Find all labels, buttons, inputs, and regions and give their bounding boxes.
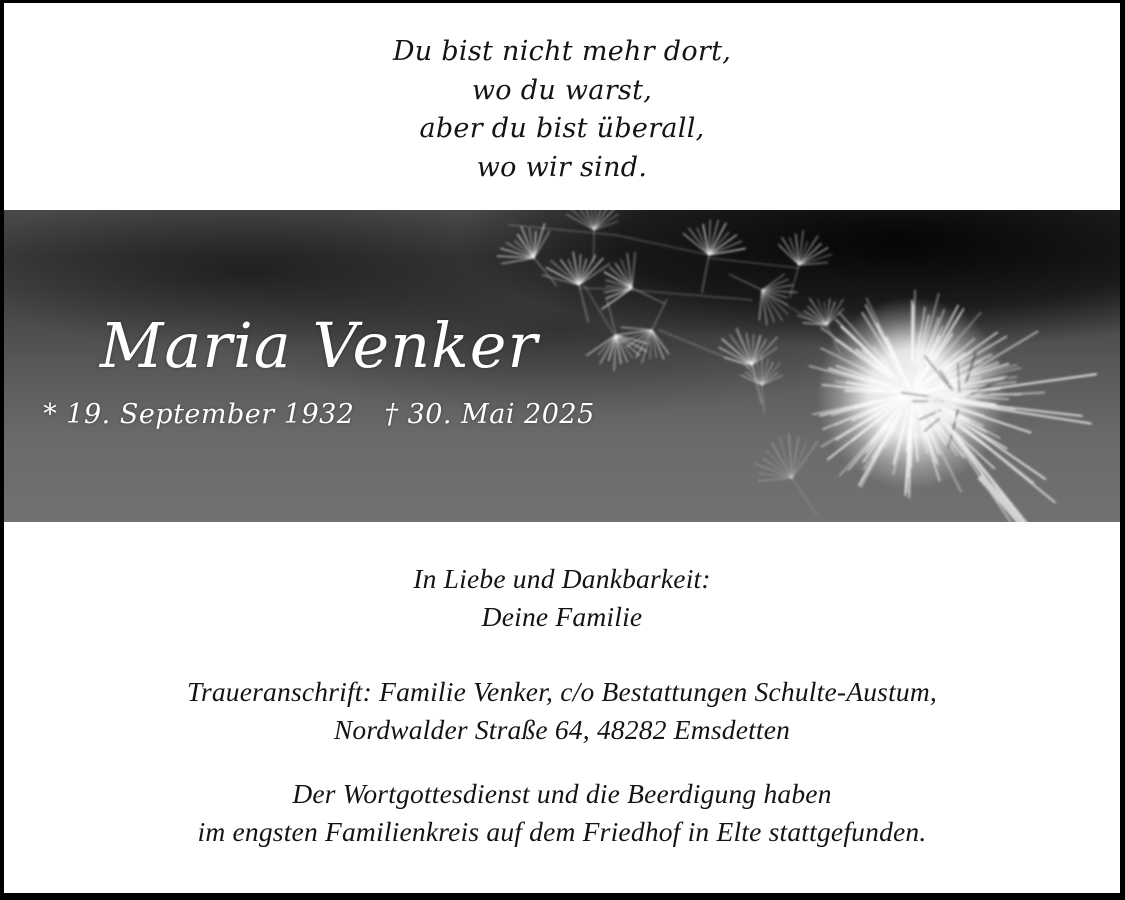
- address-line: Nordwalder Straße 64, 48282 Emsdetten: [333, 714, 791, 745]
- mourning-address: [4, 673, 1120, 749]
- address-line: Traueranschrift: Familie Venker, c/o Bestattungen Schulte-Austum,: [186, 676, 938, 707]
- birth-date: * 19. September 1932: [43, 399, 355, 430]
- poem-line: wo wir sind.: [476, 151, 648, 183]
- death-date: † 30. Mai 2025: [384, 399, 595, 430]
- funeral-line: Der Wortgottesdienst und die Beerdigung haben: [292, 778, 832, 809]
- banner-photo: [4, 210, 1120, 522]
- banner-caption: [4, 309, 634, 430]
- deceased-name: Maria Venker: [99, 309, 539, 382]
- funeral-note: [4, 775, 1120, 851]
- dedication-line: In Liebe und Dankbarkeit:: [413, 563, 711, 594]
- funeral-line: im engsten Familienkreis auf dem Friedhof in Elte stattgefunden.: [197, 816, 927, 847]
- memorial-poem: [4, 33, 1120, 187]
- dedication: [4, 560, 1120, 636]
- dedication-line: Deine Familie: [481, 601, 643, 632]
- life-dates: [4, 400, 634, 430]
- poem-line: Du bist nicht mehr dort,: [392, 36, 732, 67]
- poem-line: wo du warst,: [471, 74, 653, 106]
- poem-line: aber du bist überall,: [419, 113, 705, 144]
